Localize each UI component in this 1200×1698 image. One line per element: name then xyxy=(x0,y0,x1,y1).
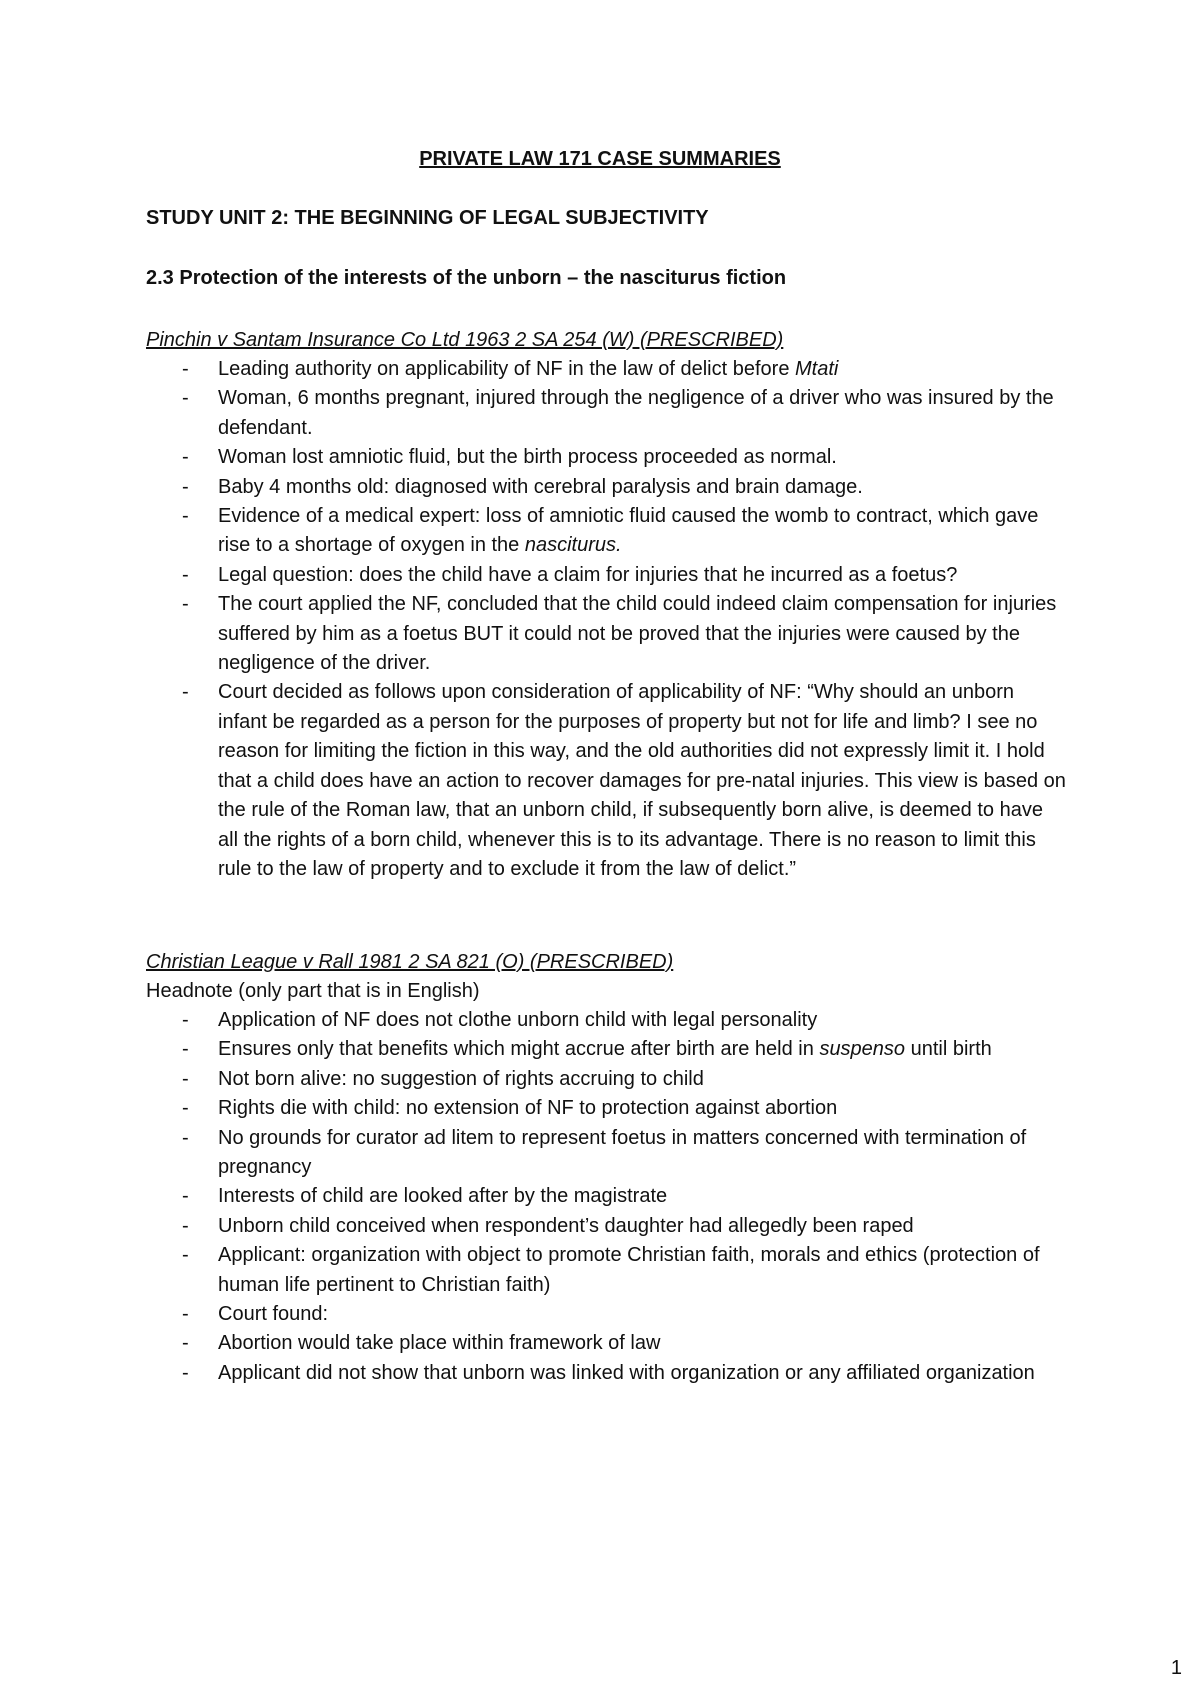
section-heading: 2.3 Protection of the interests of the unborn – the nasciturus fiction xyxy=(146,267,787,289)
bullet-text: Leading authority on applicability of NF in the law of delict before Mtati xyxy=(218,358,839,380)
bullet-dash: - xyxy=(182,387,189,410)
list-item xyxy=(182,590,1066,678)
bullet-text: Woman lost amniotic fluid, but the birth process proceeded as normal. xyxy=(218,446,837,469)
bullet-text: Rights die with child: no extension of NF to protection against abortion xyxy=(218,1097,838,1120)
list-item xyxy=(182,1124,1066,1183)
bullet-text: Unborn child conceived when respondent’s daughter had allegedly been raped xyxy=(218,1214,914,1237)
bullet-dash: - xyxy=(182,446,189,469)
list-item xyxy=(182,561,1066,590)
list-item xyxy=(182,1329,1066,1358)
bullet-dash: - xyxy=(182,563,189,586)
case-bullet-list xyxy=(146,1006,1066,1388)
bullet-text: Abortion would take place within framework of law xyxy=(218,1332,661,1355)
case-title: Christian League v Rall 1981 2 SA 821 (O) (PRESCRIBED) xyxy=(146,951,674,973)
bullet-dash: - xyxy=(182,1067,189,1090)
bullet-dash: - xyxy=(182,1097,189,1120)
list-item xyxy=(182,678,1066,884)
bullet-text: Interests of child are looked after by the magistrate xyxy=(218,1185,668,1208)
bullet-dash: - xyxy=(182,358,189,380)
headnote-label: Headnote (only part that is in English) xyxy=(146,980,480,1002)
bullet-text: Not born alive: no suggestion of rights accruing to child xyxy=(218,1067,704,1090)
list-item xyxy=(182,355,1066,384)
bullet-text: Legal question: does the child have a claim for injuries that he incurred as a foetus? xyxy=(218,563,958,586)
bullet-text: Evidence of a medical expert: loss of amniotic fluid caused the womb to contract, which gave rise to a shortage of oxygen in the nasciturus. xyxy=(218,505,1039,557)
bullet-dash: - xyxy=(182,593,189,616)
bullet-dash: - xyxy=(182,1126,189,1149)
bullet-text: The court applied the NF, concluded that the child could indeed claim compensation for injuries suffered by him as a foetus BUT it could not be proved that the injuries were caused by the negligence of the driver. xyxy=(218,593,1057,675)
bullet-text: Court found: xyxy=(218,1303,329,1326)
bullet-text: Applicant did not show that unborn was linked with organization or any affiliated organization xyxy=(218,1361,1035,1384)
bullet-text: Applicant: organization with object to promote Christian faith, morals and ethics (protection of human life pertinent to Christian faith) xyxy=(218,1244,1040,1296)
list-item xyxy=(182,1006,1066,1035)
bullet-dash: - xyxy=(182,1332,189,1355)
list-item xyxy=(182,1241,1066,1300)
bullet-text: Ensures only that benefits which might accrue after birth are held in suspenso until birth xyxy=(218,1038,992,1061)
list-item xyxy=(182,1065,1066,1094)
list-item xyxy=(182,384,1066,443)
bullet-text: No grounds for curator ad litem to represent foetus in matters concerned with termination of pregnancy xyxy=(218,1126,1027,1179)
bullet-dash: - xyxy=(182,1009,189,1031)
bullet-dash: - xyxy=(182,681,189,704)
bullet-dash: - xyxy=(182,1244,189,1267)
list-item xyxy=(182,1035,1066,1064)
bullet-dash: - xyxy=(182,1185,189,1208)
list-item xyxy=(182,502,1066,561)
case-pinchin xyxy=(146,326,1066,884)
list-item xyxy=(182,443,1066,472)
case-title: Pinchin v Santam Insurance Co Ltd 1963 2 SA 254 (W) (PRESCRIBED) xyxy=(146,329,784,351)
list-item xyxy=(182,1212,1066,1241)
bullet-text: Woman, 6 months pregnant, injured through the negligence of a driver who was insured by the defendant. xyxy=(218,387,1054,439)
list-item xyxy=(182,1182,1066,1211)
bullet-dash: - xyxy=(182,1361,189,1384)
page-number: 1 xyxy=(1170,1657,1182,1679)
bullet-dash: - xyxy=(182,1038,189,1061)
list-item xyxy=(182,473,1066,502)
bullet-dash: - xyxy=(182,1214,189,1237)
bullet-text: Court decided as follows upon consideration of applicability of NF: “Why should an unborn infant be regarded as a person for the purposes of property but not for life and limb? I see no reason for limiting the fiction in this way, and the old authorities did not expressly limit it. I hold that a child does have an action to recover damages for pre-natal injuries. This view is based on the rule of the Roman law, that an unborn child, if subsequently born alive, is deemed to have all the rights of a born child, whenever this is to its advantage. There is no reason to limit this rule to the law of property and to exclude it from the law of delict.” xyxy=(218,681,1066,880)
case-christian-league xyxy=(146,948,1066,1388)
list-item xyxy=(182,1300,1066,1329)
bullet-text: Baby 4 months old: diagnosed with cerebral paralysis and brain damage. xyxy=(218,475,863,498)
bullet-text: Application of NF does not clothe unborn child with legal personality xyxy=(218,1009,818,1031)
document-title: PRIVATE LAW 171 CASE SUMMARIES xyxy=(419,148,781,170)
bullet-dash: - xyxy=(182,1303,189,1326)
list-item xyxy=(182,1359,1066,1388)
bullet-dash: - xyxy=(182,505,189,528)
case-bullet-list xyxy=(146,355,1066,884)
bullet-dash: - xyxy=(182,475,189,498)
list-item xyxy=(182,1094,1066,1123)
study-unit-heading: STUDY UNIT 2: THE BEGINNING OF LEGAL SUBJECTIVITY xyxy=(146,207,709,229)
